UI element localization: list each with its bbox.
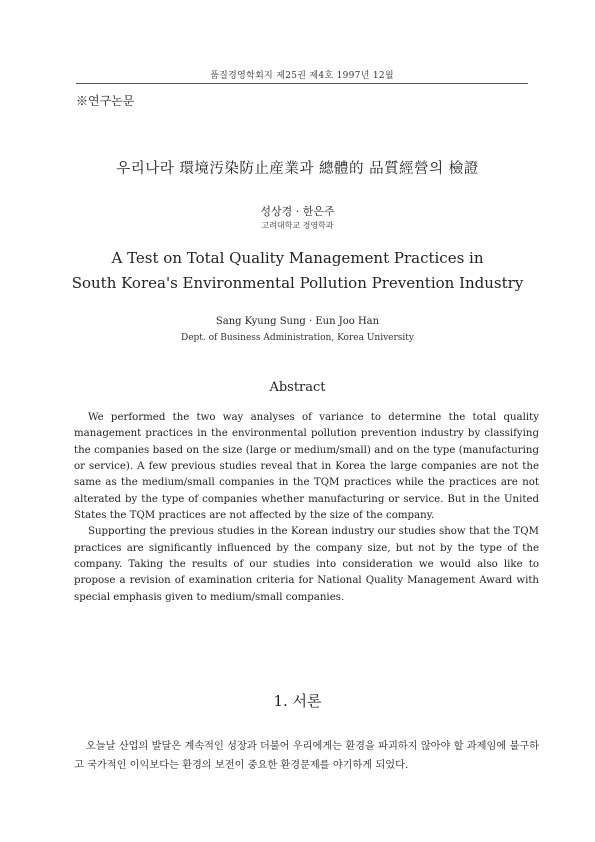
running-head: 품질경영학회지 제25권 제4호 1997년 12월 xyxy=(210,71,394,81)
introduction-body xyxy=(74,737,539,775)
title-english xyxy=(0,246,595,296)
header-rule xyxy=(76,83,528,84)
title-korean: 우리나라 環境汚染防止産業과 總體的 品質經營의 檢證 xyxy=(116,161,479,177)
section-tag: ※연구논문 xyxy=(76,94,135,108)
introduction-paragraph-1: 오늘날 산업의 발달은 계속적인 성장과 더불어 우리에게는 환경을 파괴하지 않아야 할 과제임에 불구하고 국가적인 이익보다는 환경의 보전이 중요한 환경문제를 야기하게 되었다. xyxy=(74,741,539,771)
abstract-body xyxy=(74,410,539,606)
authors-english: Sang Kyung Sung · Eun Joo Han xyxy=(215,316,380,327)
title-english-line1: A Test on Total Quality Management Practices in xyxy=(111,249,484,267)
abstract-heading: Abstract xyxy=(269,380,326,395)
abstract-paragraph-1: We performed the two way analyses of variance to determine the total quality management practices in the environmental pollution prevention industry by classifying the companies based on the size (large or medium/small) and on the type (manufacturing or service). A few previous studies reveal that in Korea the large companies are not the same as the medium/small companies in the TQM practices while the practices are not alterated by the type of companies whether manufacturing or service. But in the United States the TQM practices are not affected by the size of the company. xyxy=(74,412,539,522)
abstract-paragraph-2: Supporting the previous studies in the Korean industry our studies show that the TQM practices are significantly influenced by the company size, but not by the type of the company. Taking the results of our studies into consideration we would also like to propose a revision of examination criteria for National Quality Management Award with special emphasis given to medium/small companies. xyxy=(74,526,539,603)
affiliation-korean: 고려대학교 경영학과 xyxy=(261,221,334,230)
section-heading-introduction: 1. 서론 xyxy=(273,692,322,710)
affiliation-english: Dept. of Business Administration, Korea University xyxy=(181,333,414,343)
authors-korean: 성상경 · 한은주 xyxy=(260,205,335,218)
title-english-line2: South Korea's Environmental Pollution Prevention Industry xyxy=(71,274,524,292)
